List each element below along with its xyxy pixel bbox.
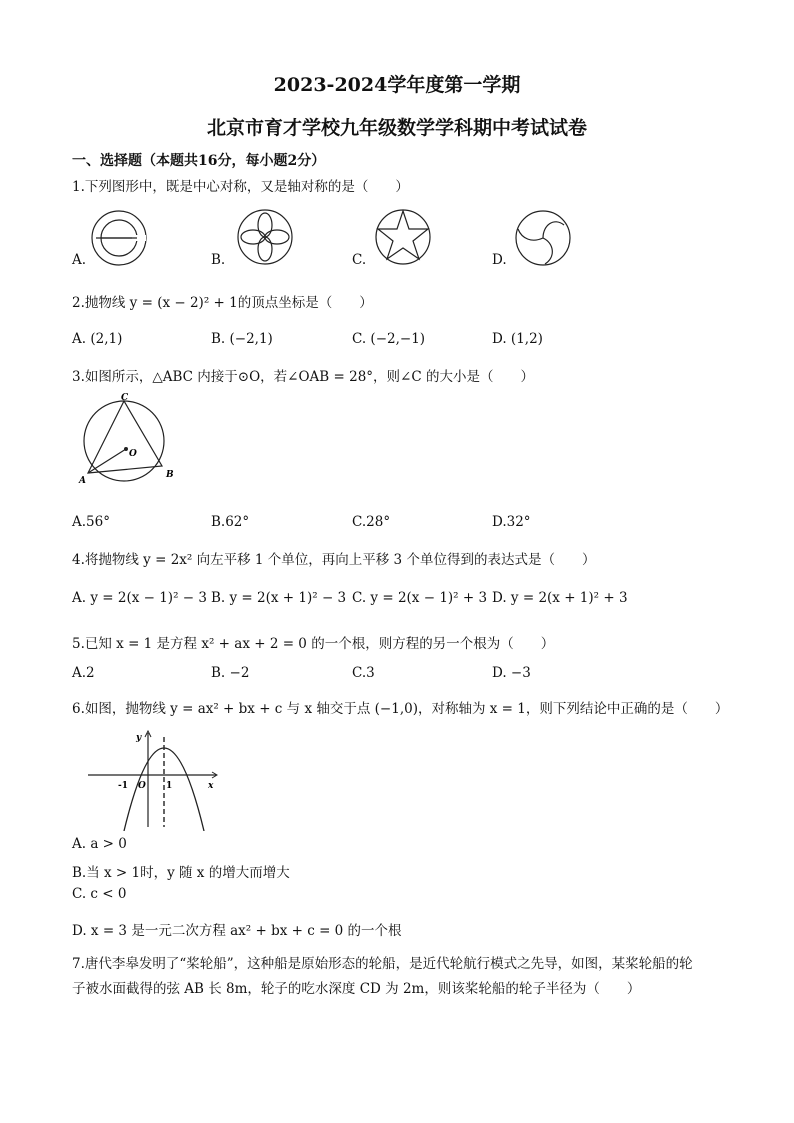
question-4-stem: 4.将抛物线 y = 2x² 向左平移 1 个单位，再向上平移 3 个单位得到的表达式是（ ） bbox=[72, 552, 596, 568]
q5-option-b[interactable]: B. −2 bbox=[211, 665, 250, 681]
q4-option-a[interactable]: A. y = 2(x − 1)² − 3 bbox=[72, 590, 207, 606]
q1-option-b[interactable]: B. bbox=[211, 252, 226, 268]
q1-figure-b bbox=[234, 206, 296, 268]
question-5-stem: 5.已知 x = 1 是方程 x² + ax + 2 = 0 的一个根，则方程的另一个根为（ ） bbox=[72, 636, 555, 652]
q1-figure-c bbox=[372, 206, 434, 268]
q1-figure-a bbox=[88, 207, 150, 269]
question-7-line-1: 7.唐代李皋发明了“桨轮船”，这种船是原始形态的轮船，是近代轮航行模式之先导，如图，某桨轮船的轮 bbox=[72, 956, 693, 972]
question-7-line-2: 子被水面截得的弦 AB 长 8m，轮子的吃水深度 CD 为 2m，则该桨轮船的轮子半径为（ ） bbox=[72, 981, 641, 997]
q5-option-a[interactable]: A.2 bbox=[72, 665, 95, 681]
q3-option-c[interactable]: C.28° bbox=[352, 514, 391, 530]
q4-option-b[interactable]: B. y = 2(x + 1)² − 3 bbox=[211, 590, 347, 606]
question-2-stem: 2.抛物线 y = (x − 2)² + 1的顶点坐标是（ ） bbox=[72, 295, 373, 311]
q3-option-b[interactable]: B.62° bbox=[211, 514, 250, 530]
q3-label-b: B bbox=[166, 470, 174, 480]
q6-option-a[interactable]: A. a > 0 bbox=[72, 836, 127, 852]
q6-option-b[interactable]: B.当 x > 1时，y 随 x 的增大而增大 bbox=[72, 865, 290, 881]
q3-option-d[interactable]: D.32° bbox=[492, 514, 531, 530]
exam-main-title: 北京市育才学校九年级数学学科期中考试试卷 bbox=[206, 117, 587, 139]
q1-option-a[interactable]: A. bbox=[72, 252, 87, 268]
q3-label-a: A bbox=[79, 476, 86, 486]
q2-option-b[interactable]: B. (−2,1) bbox=[211, 331, 273, 347]
q2-option-d[interactable]: D. (1,2) bbox=[492, 331, 543, 347]
q3-option-a[interactable]: A.56° bbox=[72, 514, 110, 530]
question-1-stem: 1.下列图形中，既是中心对称，又是轴对称的是（ ） bbox=[72, 179, 409, 195]
q3-label-c: C bbox=[121, 393, 129, 403]
q5-option-c[interactable]: C.3 bbox=[352, 665, 375, 681]
q6-option-d[interactable]: D. x = 3 是一元二次方程 ax² + bx + c = 0 的一个根 bbox=[72, 923, 402, 939]
q6-label-origin: O bbox=[138, 781, 146, 791]
q1-figure-d bbox=[512, 207, 574, 269]
question-3-stem: 3.如图所示，△ABC 内接于⊙O，若∠OAB = 28°，则∠C 的大小是（ ） bbox=[72, 369, 534, 385]
q2-option-a[interactable]: A. (2,1) bbox=[72, 331, 123, 347]
exam-term-title: 2023-2024学年度第一学期 bbox=[273, 74, 521, 96]
q4-option-d[interactable]: D. y = 2(x + 1)² + 3 bbox=[492, 590, 628, 606]
q6-label-y: y bbox=[136, 733, 142, 743]
q6-label-x: x bbox=[208, 781, 214, 791]
q5-option-d[interactable]: D. −3 bbox=[492, 665, 531, 681]
q2-option-c[interactable]: C. (−2,−1) bbox=[352, 331, 426, 347]
q1-option-d[interactable]: D. bbox=[492, 252, 507, 268]
q3-circle-figure bbox=[76, 393, 186, 493]
q6-label-one: 1 bbox=[166, 781, 173, 791]
section-heading: 一、选择题（本题共16分，每小题2分） bbox=[72, 153, 326, 169]
q6-option-c[interactable]: C. c < 0 bbox=[72, 886, 127, 902]
q1-option-c[interactable]: C. bbox=[352, 252, 367, 268]
question-6-stem: 6.如图，抛物线 y = ax² + bx + c 与 x 轴交于点 (−1,0)，对称轴为 x = 1，则下列结论中正确的是（ ） bbox=[72, 701, 729, 717]
q4-option-c[interactable]: C. y = 2(x − 1)² + 3 bbox=[352, 590, 488, 606]
q6-parabola-figure bbox=[84, 727, 224, 831]
q3-label-o: O bbox=[129, 449, 137, 459]
q6-label-minus-one: -1 bbox=[118, 781, 128, 791]
